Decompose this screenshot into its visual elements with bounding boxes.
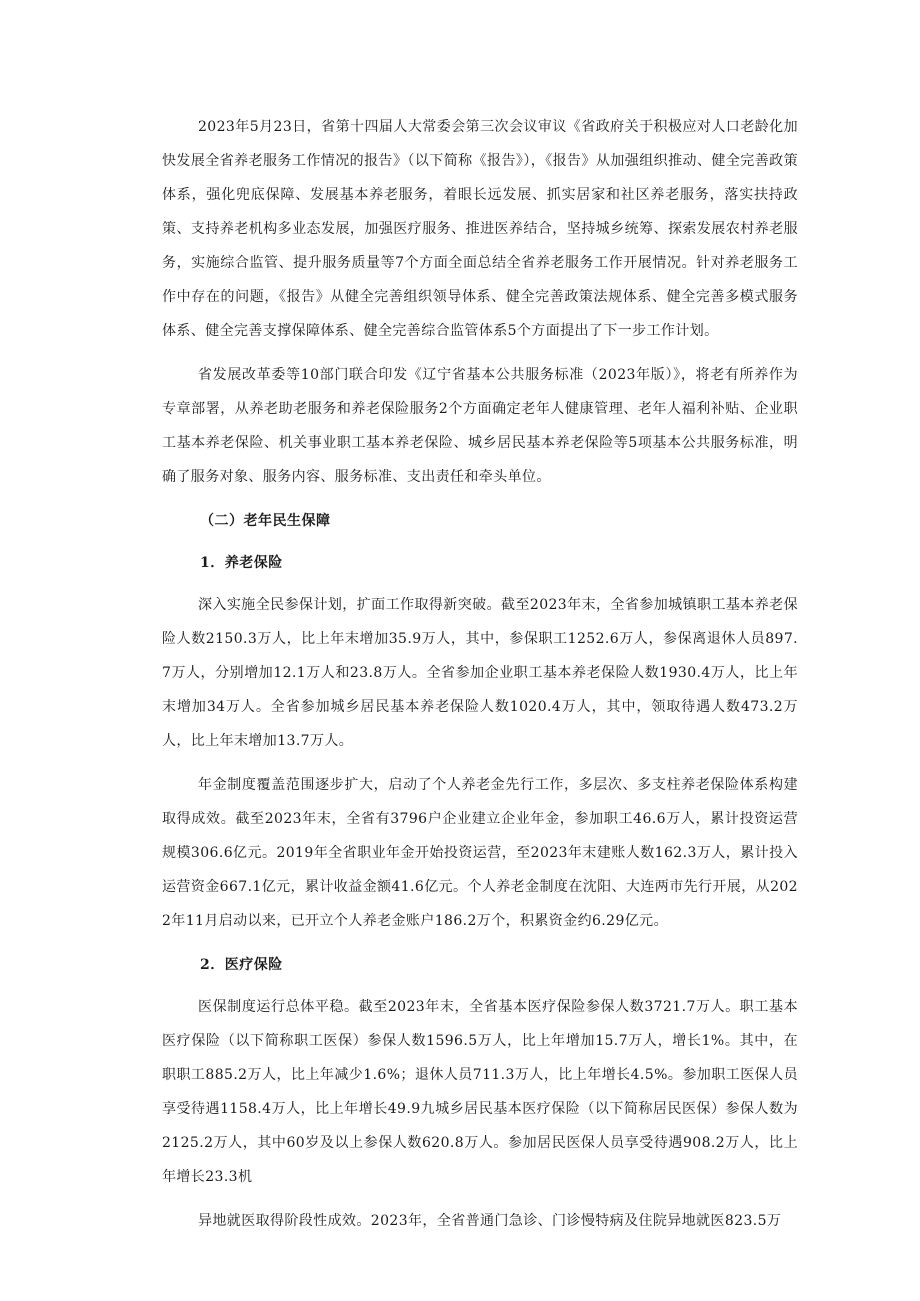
- paragraph-pension-enrollment: 深入实施全民参保计划，扩面工作取得新突破。截至2023年末，全省参加城镇职工基本养老保险人数2150.3万人，比上年末增加35.9万人，其中，参保职工1252.6万人，参保离退休人员897.7万人，分别增加12.1万人和23.8万人。全省参加企业职工基本养老保险人数1930.4万人，比上年末增加34万人。全省参加城乡居民基本养老保险人数1020.4万人，其中，领取待遇人数473.2万人，比上年末增加13.7万人。: [162, 597, 798, 749]
- section-heading-livelihood: （二）老年民生保障: [200, 513, 331, 529]
- paragraph-remote-medical: 异地就医取得阶段性成效。2023年，全省普通门急诊、门诊慢特病及住院异地就医823.5万: [198, 1213, 782, 1229]
- document-body: [162, 110, 798, 1248]
- paragraph-annuity: 年金制度覆盖范围逐步扩大，启动了个人养老金先行工作，多层次、多支柱养老保险体系构建取得成效。截至2023年末，全省有3796户企业建立企业年金，参加职工46.6万人，累计投资运营规模306.6亿元。2019年全省职业年金开始投资运营，至2023年末建账人数162.3万人，累计投入运营资金667.1亿元，累计收益金额41.6亿元。个人养老金制度在沈阳、大连两市先行开展，从2022年11月启动以来，已开立个人养老金账户186.2万个，积累资金约6.29亿元。: [162, 777, 798, 929]
- subsection-heading-medical: 2．医疗保险: [200, 957, 283, 973]
- paragraph-public-service-standard: 省发展改革委等10部门联合印发《辽宁省基本公共服务标准（2023年版）》，将老有所养作为专章部署，从养老助老服务和养老保险服务2个方面确定老年人健康管理、老年人福利补贴、企业职工基本养老保险、机关事业职工基本养老保险、城乡居民基本养老保险等5项基本公共服务标准，明确了服务对象、服务内容、服务标准、支出责任和牵头单位。: [162, 367, 798, 485]
- subsection-heading-pension: 1．养老保险: [200, 555, 283, 571]
- paragraph-report-review: 2023年5月23日，省第十四届人大常委会第三次会议审议《省政府关于积极应对人口老龄化加快发展全省养老服务工作情况的报告》（以下简称《报告》），《报告》从加强组织推动、健全完善政策体系，强化兜底保障、发展基本养老服务，着眼长远发展、抓实居家和社区养老服务，落实扶持政策、支持养老机构多业态发展，加强医疗服务、推进医养结合，坚持城乡统筹、探索发展农村养老服务，实施综合监管、提升服务质量等7个方面全面总结全省养老服务工作开展情况。针对养老服务工作中存在的问题，《报告》从健全完善组织领导体系、健全完善政策法规体系、健全完善多模式服务体系、健全完善支撑保障体系、健全完善综合监管体系5个方面提出了下一步工作计划。: [162, 119, 798, 339]
- paragraph-medical-insurance: 医保制度运行总体平稳。截至2023年末，全省基本医疗保险参保人数3721.7万人。职工基本医疗保险（以下简称职工医保）参保人数1596.5万人，比上年增加15.7万人，增长1%。其中，在职职工885.2万人，比上年减少1.6%；退休人员711.3万人，比上年增长4.5%。参加职工医保人员享受待遇1158.4万人，比上年增长49.9九城乡居民基本医疗保险（以下简称居民医保）参保人数为2125.2万人，其中60岁及以上参保人数620.8万人。参加居民医保人员享受待遇908.2万人，比上年增长23.3机: [162, 999, 798, 1185]
